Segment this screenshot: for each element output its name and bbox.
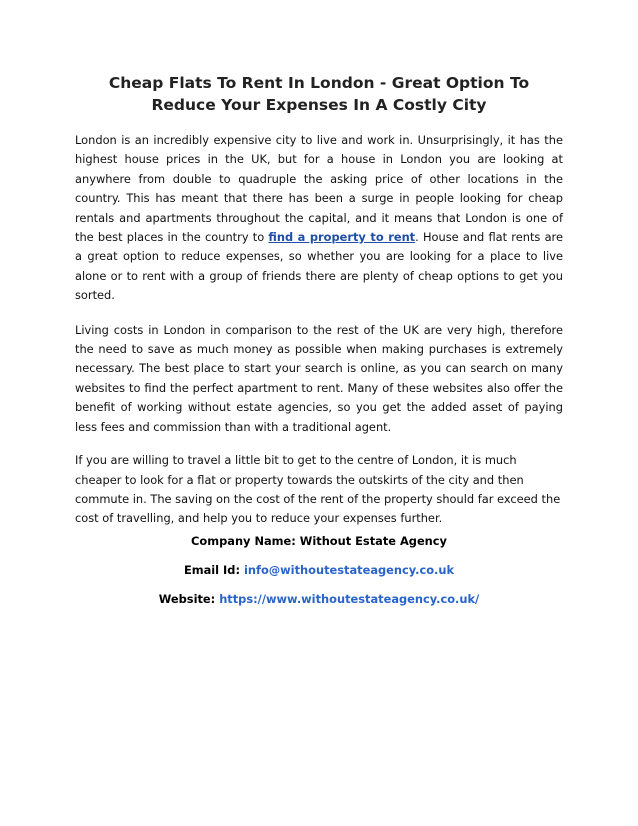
company-name: Company Name: Without Estate Agency [191,533,447,548]
email-label: Email Id: [183,562,244,577]
paragraph-intro-text-end: . House and flat rents are a great option to reduce expenses, so whether you are looking for a place to live alone or to rent with a group of friends there are plenty of cheap options to get you sorted. [75,230,563,303]
website-label: Website: [158,591,220,606]
website-link[interactable]: https://www.withoutestateagency.co.uk/ [219,591,480,606]
paragraph-travel: If you are willing to travel a little bit to get to the centre of London, it is much cheaper to look for a flat or property towards the outskirts of the city and then commute in. The saving on the cost of the rent of the property should far exceed the cost of travelling, and help you to reduce your expenses further. [75,453,561,526]
paragraph-living-costs: Living costs in London in comparison to the rest of the UK are very high, therefore the need to save as much money as possible when making purchases is extremely necessary. The best place to start your search is online, as you can search on many websites to find the perfect apartment to rent. Many of these websites also offer the benefit of working without estate agencies, so you get the added asset of paying less fees and commission than with a traditional agent. [75,322,563,434]
email-line [75,561,563,580]
find-property-link[interactable]: find a property to rent [268,230,416,245]
paragraph-intro-text: London is an incredibly expensive city to live and work in. Unsurprisingly, it has the highest house prices in the UK, but for a house in London you are looking at anywhere from double to quadruple the asking price of other locations in the country. This has meant that there has been a surge in people looking for cheap rentals and apartments throughout the capital, and it means that London is one of the best places in the country to [75,133,563,245]
email-link[interactable]: info@withoutestateagency.co.uk [243,562,455,577]
document-page [75,72,563,609]
paragraph-intro [75,131,563,306]
document-title [75,72,563,116]
website-line [75,590,563,609]
title-line-1: Cheap Flats To Rent In London - Great Option To [108,74,530,92]
title-line-2: Reduce Your Expenses In A Costly City [151,96,487,114]
